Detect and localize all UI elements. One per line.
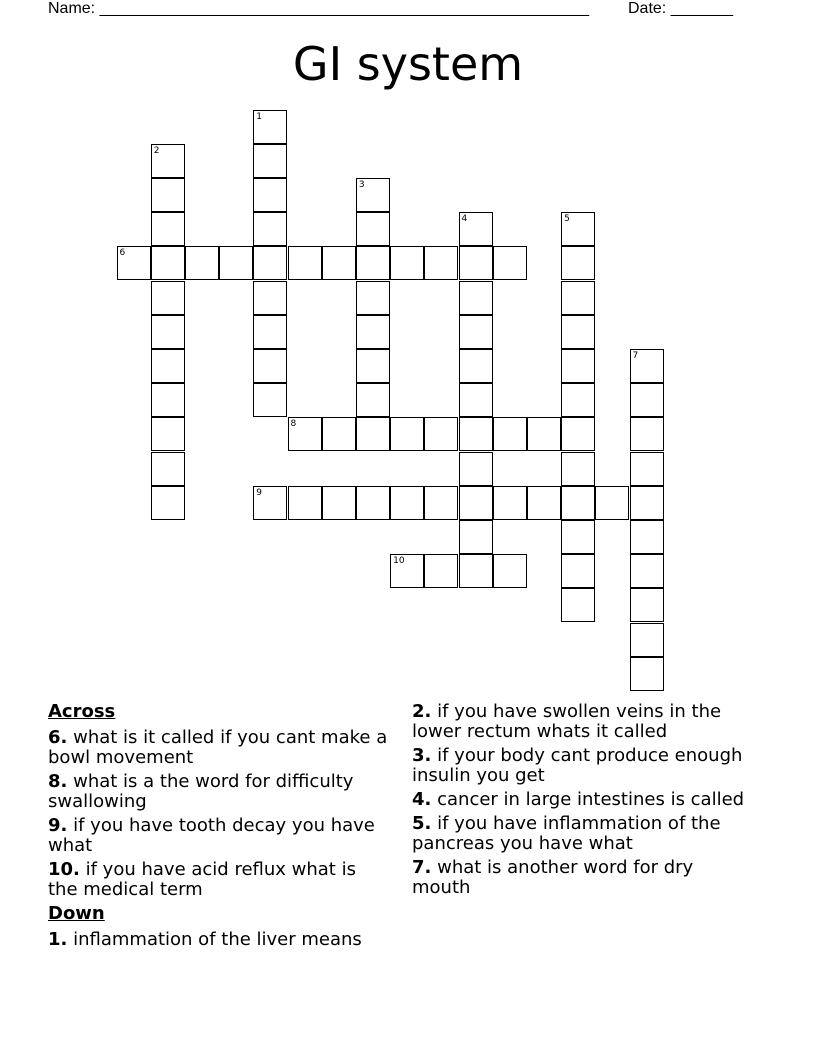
crossword-cell[interactable] xyxy=(356,486,390,520)
clue-text: if your body cant produce enough insulin you get xyxy=(412,745,743,786)
crossword-cell[interactable] xyxy=(390,417,424,451)
crossword-cell[interactable] xyxy=(527,486,561,520)
date-field-label: Date: _______ xyxy=(628,0,733,17)
crossword-cell[interactable] xyxy=(561,349,595,383)
crossword-cell[interactable] xyxy=(424,554,458,588)
clue-across-6 xyxy=(48,728,388,768)
crossword-cell[interactable] xyxy=(151,486,185,520)
cell-number: 7 xyxy=(632,350,639,361)
clues-column-right xyxy=(412,702,752,902)
clue-text: cancer in large intestines is called xyxy=(437,789,745,810)
crossword-cell[interactable] xyxy=(459,520,493,554)
clue-down-1 xyxy=(48,930,388,950)
clue-text: if you have inflammation of the pancreas you have what xyxy=(412,813,721,854)
crossword-cell[interactable] xyxy=(151,452,185,486)
across-heading: Across xyxy=(48,701,116,722)
crossword-cell[interactable] xyxy=(630,623,664,657)
crossword-cell[interactable] xyxy=(288,417,322,451)
crossword-cell[interactable] xyxy=(424,246,458,280)
crossword-cell[interactable] xyxy=(561,281,595,315)
cell-number: 9 xyxy=(256,487,263,498)
crossword-cell[interactable] xyxy=(493,554,527,588)
clue-number: 2. xyxy=(412,701,432,722)
crossword-cell[interactable] xyxy=(288,486,322,520)
cell-number: 3 xyxy=(358,179,365,190)
crossword-cell[interactable] xyxy=(322,417,356,451)
clue-across-10 xyxy=(48,860,388,900)
crossword-cell[interactable] xyxy=(493,246,527,280)
cell-number: 5 xyxy=(564,214,570,225)
crossword-cell[interactable] xyxy=(253,486,287,520)
crossword-cell[interactable] xyxy=(459,486,493,520)
clue-down-5 xyxy=(412,814,752,854)
clue-down-3 xyxy=(412,746,752,786)
crossword-cell[interactable] xyxy=(185,246,219,280)
clue-text: if you have acid reflux what is the medical term xyxy=(48,859,356,900)
crossword-cell[interactable] xyxy=(151,246,185,280)
crossword-cell[interactable] xyxy=(459,452,493,486)
crossword-cell[interactable] xyxy=(561,212,595,246)
crossword-cell[interactable] xyxy=(356,246,390,280)
clue-number: 8. xyxy=(48,771,68,792)
crossword-cell[interactable] xyxy=(424,486,458,520)
clue-text: if you have swollen veins in the lower rectum whats it called xyxy=(412,701,722,742)
crossword-cell[interactable] xyxy=(390,246,424,280)
clue-number: 4. xyxy=(412,789,432,810)
crossword-cell[interactable] xyxy=(630,657,664,691)
crossword-cell[interactable] xyxy=(561,588,595,622)
crossword-cell[interactable] xyxy=(356,178,390,212)
crossword-cell[interactable] xyxy=(630,588,664,622)
crossword-cell[interactable] xyxy=(561,383,595,417)
page-title: GI system xyxy=(292,37,524,91)
crossword-cell[interactable] xyxy=(390,554,424,588)
clue-number: 5. xyxy=(412,813,432,834)
crossword-cell[interactable] xyxy=(151,315,185,349)
clue-down-7 xyxy=(412,858,752,898)
crossword-cell[interactable] xyxy=(459,554,493,588)
crossword-cell[interactable] xyxy=(561,417,595,451)
crossword-cell[interactable] xyxy=(459,349,493,383)
crossword-cell[interactable] xyxy=(288,246,322,280)
clue-number: 1. xyxy=(48,929,68,950)
crossword-cell[interactable] xyxy=(151,178,185,212)
clue-down-2 xyxy=(412,702,752,742)
clue-text: what is it called if you cant make a bowl movement xyxy=(48,727,388,768)
crossword-cell[interactable] xyxy=(253,349,287,383)
crossword-cell[interactable] xyxy=(561,452,595,486)
crossword-cell[interactable] xyxy=(151,383,185,417)
crossword-cell[interactable] xyxy=(151,144,185,178)
crossword-cell[interactable] xyxy=(459,246,493,280)
crossword-cell[interactable] xyxy=(459,315,493,349)
clue-number: 6. xyxy=(48,727,68,748)
crossword-cell[interactable] xyxy=(356,349,390,383)
crossword-cell[interactable] xyxy=(322,486,356,520)
crossword-cell[interactable] xyxy=(253,212,287,246)
crossword-cell[interactable] xyxy=(630,452,664,486)
crossword-cell[interactable] xyxy=(459,383,493,417)
crossword-cell[interactable] xyxy=(151,349,185,383)
crossword-cell[interactable] xyxy=(561,520,595,554)
crossword-cell[interactable] xyxy=(561,554,595,588)
clue-number: 10. xyxy=(48,859,80,880)
down-heading: Down xyxy=(48,903,105,924)
clue-number: 9. xyxy=(48,815,68,836)
crossword-cell[interactable] xyxy=(630,417,664,451)
crossword-cell[interactable] xyxy=(322,246,356,280)
crossword-cell[interactable] xyxy=(595,486,629,520)
cell-number: 10 xyxy=(393,556,405,567)
crossword-cell[interactable] xyxy=(253,246,287,280)
crossword-cell[interactable] xyxy=(356,417,390,451)
crossword-cell[interactable] xyxy=(253,383,287,417)
crossword-cell[interactable] xyxy=(356,315,390,349)
crossword-cell[interactable] xyxy=(561,315,595,349)
crossword-cell[interactable] xyxy=(630,554,664,588)
crossword-cell[interactable] xyxy=(459,212,493,246)
crossword-cell[interactable] xyxy=(356,212,390,246)
crossword-cell[interactable] xyxy=(117,246,151,280)
clue-across-8 xyxy=(48,772,388,812)
clues-column-left xyxy=(48,702,388,954)
crossword-cell[interactable] xyxy=(424,417,458,451)
crossword-cell[interactable] xyxy=(561,486,595,520)
clue-across-9 xyxy=(48,816,388,856)
crossword-cell[interactable] xyxy=(459,417,493,451)
crossword-cell[interactable] xyxy=(356,383,390,417)
crossword-cell[interactable] xyxy=(219,246,253,280)
cell-number: 8 xyxy=(290,419,297,430)
crossword-cell[interactable] xyxy=(630,383,664,417)
crossword-cell[interactable] xyxy=(390,486,424,520)
crossword-cell[interactable] xyxy=(253,281,287,315)
crossword-cell[interactable] xyxy=(253,144,287,178)
crossword-cell[interactable] xyxy=(630,486,664,520)
crossword-cell[interactable] xyxy=(493,417,527,451)
crossword-cell[interactable] xyxy=(561,246,595,280)
crossword-cell[interactable] xyxy=(459,281,493,315)
crossword-cell[interactable] xyxy=(253,178,287,212)
clue-text: inflammation of the liver means xyxy=(73,929,362,950)
clue-text: what is a the word for difficulty swallowing xyxy=(48,771,354,812)
clue-text: what is another word for dry mouth xyxy=(412,857,694,898)
crossword-cell[interactable] xyxy=(630,520,664,554)
cell-number: 6 xyxy=(119,248,126,259)
name-field-label: Name: _______________________________________________________ xyxy=(48,0,589,17)
clue-text: if you have tooth decay you have what xyxy=(48,815,375,856)
crossword-cell[interactable] xyxy=(253,315,287,349)
crossword-cell[interactable] xyxy=(151,212,185,246)
crossword-cell[interactable] xyxy=(630,349,664,383)
cell-number: 2 xyxy=(153,145,160,156)
crossword-cell[interactable] xyxy=(356,281,390,315)
cell-number: 1 xyxy=(256,111,263,122)
clue-number: 7. xyxy=(412,857,432,878)
crossword-cell[interactable] xyxy=(527,417,561,451)
clue-down-4 xyxy=(412,790,752,810)
cell-number: 4 xyxy=(461,214,468,225)
crossword-cell[interactable] xyxy=(151,281,185,315)
crossword-cell[interactable] xyxy=(253,110,287,144)
clue-number: 3. xyxy=(412,745,432,766)
crossword-cell[interactable] xyxy=(151,417,185,451)
crossword-cell[interactable] xyxy=(493,486,527,520)
